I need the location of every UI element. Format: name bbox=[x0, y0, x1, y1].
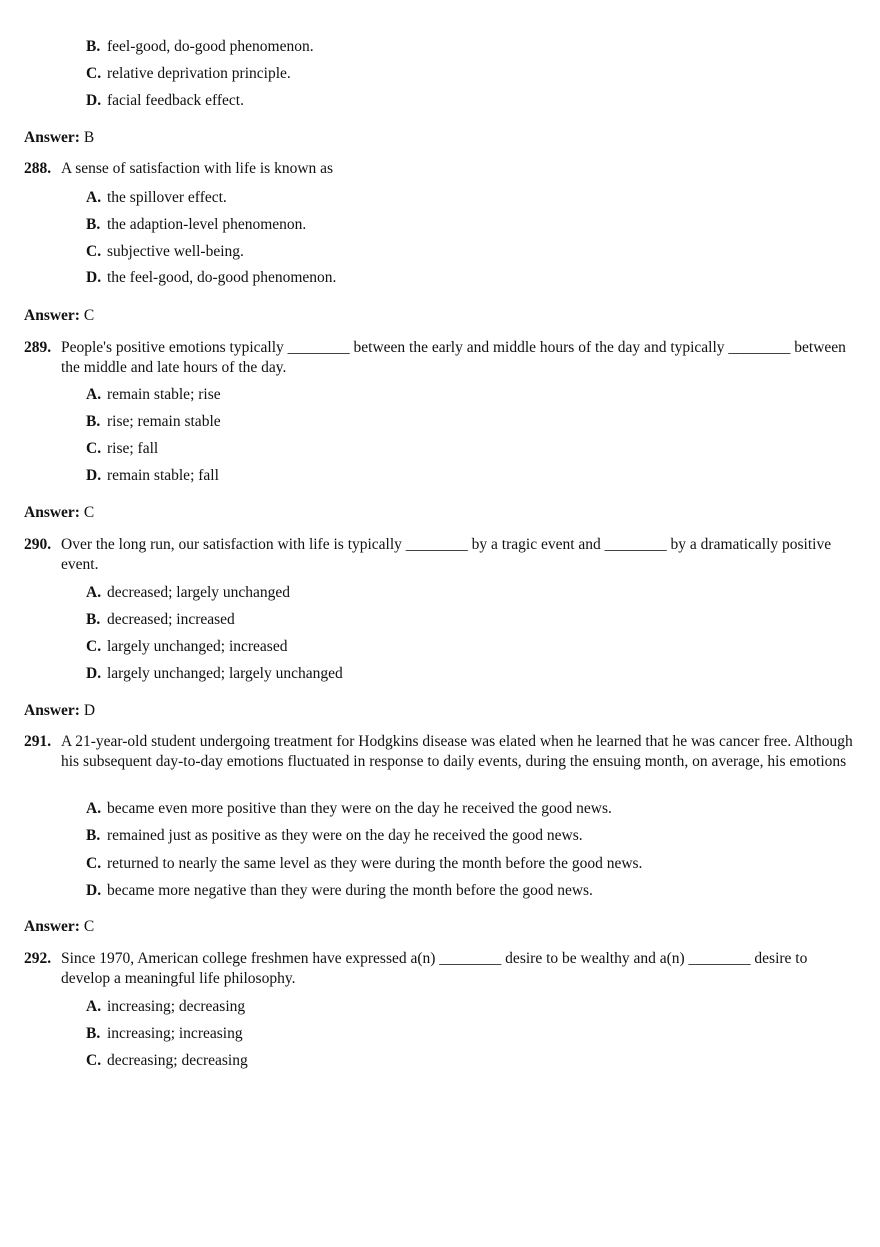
option-letter: C. bbox=[86, 65, 102, 82]
question-290 bbox=[24, 535, 856, 575]
option-text: remain stable; rise bbox=[107, 386, 221, 403]
answer-291 bbox=[24, 917, 94, 937]
option-text: increasing; decreasing bbox=[107, 998, 246, 1015]
answer-value: B bbox=[83, 129, 95, 146]
answer-label: Answer: bbox=[24, 918, 80, 935]
option-text: largely unchanged; increased bbox=[107, 638, 288, 655]
option-291-d bbox=[86, 881, 593, 901]
option-text: rise; fall bbox=[107, 440, 159, 457]
answer-label: Answer: bbox=[24, 307, 80, 324]
option-291-c bbox=[86, 854, 642, 874]
option-text: decreased; largely unchanged bbox=[107, 584, 291, 601]
question-text: People's positive emotions typically ________ between the early and middle hours of the day and typically ________ between the middle and late hours of the day. bbox=[61, 339, 846, 376]
option-text: returned to nearly the same level as they were during the month before the good news. bbox=[107, 855, 643, 872]
option-289-b bbox=[86, 412, 221, 432]
option-290-a bbox=[86, 583, 290, 603]
option-287-d bbox=[86, 91, 244, 111]
option-290-d bbox=[86, 664, 343, 684]
option-text: the adaption-level phenomenon. bbox=[107, 216, 307, 233]
option-288-a bbox=[86, 188, 227, 208]
answer-289 bbox=[24, 503, 94, 523]
option-292-a bbox=[86, 997, 245, 1017]
option-text: remained just as positive as they were on the day he received the good news. bbox=[107, 827, 583, 844]
option-letter: A. bbox=[86, 189, 102, 206]
option-291-a bbox=[86, 799, 612, 819]
option-288-c bbox=[86, 242, 244, 262]
option-text: facial feedback effect. bbox=[107, 92, 244, 109]
option-letter: B. bbox=[86, 216, 101, 233]
option-288-d bbox=[86, 268, 336, 288]
answer-label: Answer: bbox=[24, 702, 80, 719]
question-292 bbox=[24, 949, 856, 989]
answer-label: Answer: bbox=[24, 504, 80, 521]
answer-value: C bbox=[83, 918, 95, 935]
option-letter: A. bbox=[86, 998, 102, 1015]
question-number: 289. bbox=[24, 339, 52, 356]
option-291-b bbox=[86, 826, 583, 846]
option-292-c bbox=[86, 1051, 248, 1071]
option-289-d bbox=[86, 466, 219, 486]
option-letter: B. bbox=[86, 38, 101, 55]
option-288-b bbox=[86, 215, 306, 235]
option-text: became more negative than they were during the month before the good news. bbox=[107, 882, 593, 899]
option-letter: D. bbox=[86, 882, 102, 899]
option-289-c bbox=[86, 439, 158, 459]
option-292-b bbox=[86, 1024, 243, 1044]
question-number: 288. bbox=[24, 160, 52, 177]
option-letter: D. bbox=[86, 665, 102, 682]
option-letter: A. bbox=[86, 584, 102, 601]
question-291 bbox=[24, 732, 856, 772]
option-text: became even more positive than they were on the day he received the good news. bbox=[107, 800, 612, 817]
question-289 bbox=[24, 338, 856, 378]
question-number: 291. bbox=[24, 733, 52, 750]
option-text: largely unchanged; largely unchanged bbox=[107, 665, 343, 682]
option-text: the feel-good, do-good phenomenon. bbox=[107, 269, 337, 286]
option-letter: D. bbox=[86, 269, 102, 286]
question-288 bbox=[24, 159, 856, 179]
option-text: decreased; increased bbox=[107, 611, 235, 628]
question-text: Over the long run, our satisfaction with life is typically ________ by a tragic event and ________ by a dramatically positive event. bbox=[61, 536, 832, 573]
question-text: Since 1970, American college freshmen have expressed a(n) ________ desire to be wealthy and a(n) ________ desire to develop a meaningful life philosophy. bbox=[61, 950, 808, 987]
question-number: 290. bbox=[24, 536, 52, 553]
option-letter: B. bbox=[86, 413, 101, 430]
option-letter: D. bbox=[86, 92, 102, 109]
option-letter: C. bbox=[86, 1052, 102, 1069]
answer-287 bbox=[24, 128, 94, 148]
option-letter: D. bbox=[86, 467, 102, 484]
option-text: remain stable; fall bbox=[107, 467, 219, 484]
option-letter: C. bbox=[86, 440, 102, 457]
option-letter: B. bbox=[86, 1025, 101, 1042]
option-289-a bbox=[86, 385, 221, 405]
question-text: A 21-year-old student undergoing treatment for Hodgkins disease was elated when he learned that he was cancer free. Although his subsequent day-to-day emotions fluctuated in response to daily events, during the ensuing month, on average, his emotions bbox=[61, 733, 853, 770]
option-letter: C. bbox=[86, 243, 102, 260]
option-290-c bbox=[86, 637, 287, 657]
option-287-c bbox=[86, 64, 291, 84]
question-text: A sense of satisfaction with life is known as bbox=[61, 160, 334, 177]
option-290-b bbox=[86, 610, 235, 630]
option-text: increasing; increasing bbox=[107, 1025, 243, 1042]
option-287-b bbox=[86, 37, 314, 57]
answer-value: C bbox=[83, 504, 95, 521]
answer-value: D bbox=[83, 702, 96, 719]
option-text: subjective well-being. bbox=[107, 243, 244, 260]
option-text: rise; remain stable bbox=[107, 413, 221, 430]
option-letter: B. bbox=[86, 611, 101, 628]
answer-label: Answer: bbox=[24, 129, 80, 146]
option-text: feel-good, do-good phenomenon. bbox=[107, 38, 314, 55]
option-text: relative deprivation principle. bbox=[107, 65, 291, 82]
option-letter: C. bbox=[86, 855, 102, 872]
answer-288 bbox=[24, 306, 94, 326]
answer-value: C bbox=[83, 307, 95, 324]
option-letter: A. bbox=[86, 800, 102, 817]
option-letter: A. bbox=[86, 386, 102, 403]
answer-290 bbox=[24, 701, 95, 721]
option-text: the spillover effect. bbox=[107, 189, 227, 206]
question-number: 292. bbox=[24, 950, 52, 967]
option-letter: B. bbox=[86, 827, 101, 844]
option-letter: C. bbox=[86, 638, 102, 655]
option-text: decreasing; decreasing bbox=[107, 1052, 248, 1069]
